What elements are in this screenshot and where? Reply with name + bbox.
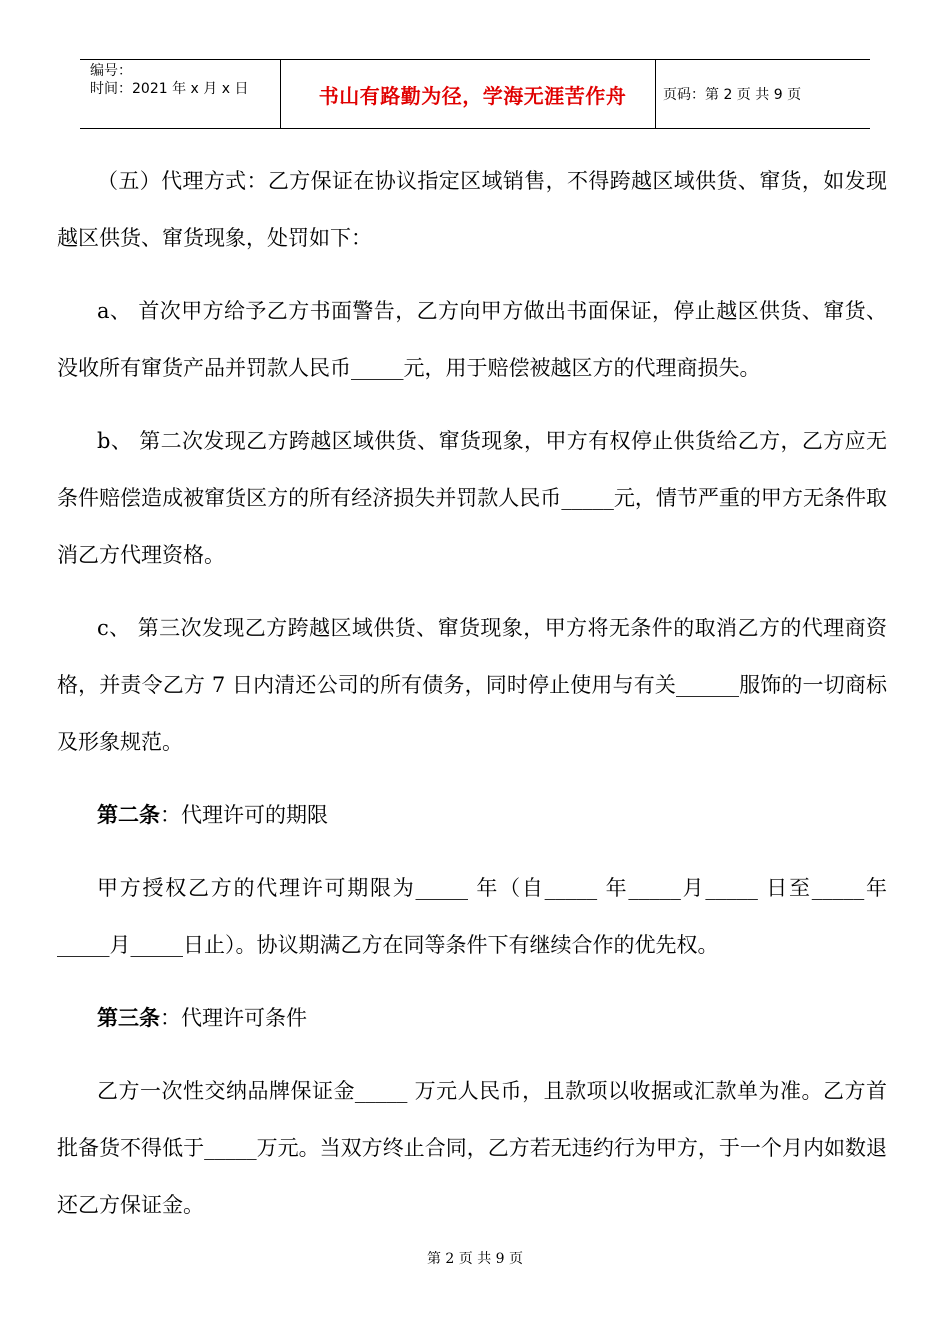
paragraph-license-term: 甲方授权乙方的代理许可期限为_____ 年（自_____ 年_____月_____ 日至_____年_____月_____日止）。协议期满乙方在同等条件下有继续合作的优先权。 [57,876,887,957]
page-header [80,59,870,129]
article-2-heading [57,787,887,844]
article-3-title: ：代理许可条件 [160,1006,307,1030]
time-label: 时间：2021 年 x 月 x 日 [90,81,249,97]
paragraph-license-conditions: 乙方一次性交纳品牌保证金_____ 万元人民币，且款项以收据或汇款单为准。乙方首批备货不得低于_____万元。当双方终止合同，乙方若无违约行为甲方，于一个月内如数退还乙方保证金。 [57,1079,887,1217]
header-motto: 书山有路勤为径，学海无涯苦作舟 [318,84,627,108]
article-3-heading [57,990,887,1047]
article-2-lead: 第二条 [97,803,160,827]
paragraph-agency-method: （五）代理方式：乙方保证在协议指定区域销售，不得跨越区域供货、窜货，如发现越区供货、窜货现象，处罚如下： [57,169,887,250]
number-label: 编号： [90,63,132,79]
article-2-title: ：代理许可的期限 [160,803,328,827]
header-meta [90,62,248,98]
header-page-info: 页码：第 2 页 共 9 页 [663,87,802,103]
page-footer: 第 2 页 共 9 页 [426,1251,524,1267]
paragraph-clause-b: b、 第二次发现乙方跨越区域供货、窜货现象，甲方有权停止供货给乙方，乙方应无条件赔偿造成被窜货区方的所有经济损失并罚款人民币_____元，情节严重的甲方无条件取消乙方代理资格。 [57,429,887,567]
article-3-lead: 第三条 [97,1006,160,1030]
header-divider [280,60,281,128]
paragraph-clause-c: c、 第三次发现乙方跨越区域供货、窜货现象，甲方将无条件的取消乙方的代理商资格，并责令乙方 7 日内清还公司的所有债务，同时停止使用与有关______服饰的一切商标及形象规范。 [57,616,887,754]
paragraph-clause-a: a、 首次甲方给予乙方书面警告，乙方向甲方做出书面保证，停止越区供货、窜货、没收所有窜货产品并罚款人民币_____元，用于赔偿被越区方的代理商损失。 [57,299,887,380]
document-body [57,153,887,1234]
